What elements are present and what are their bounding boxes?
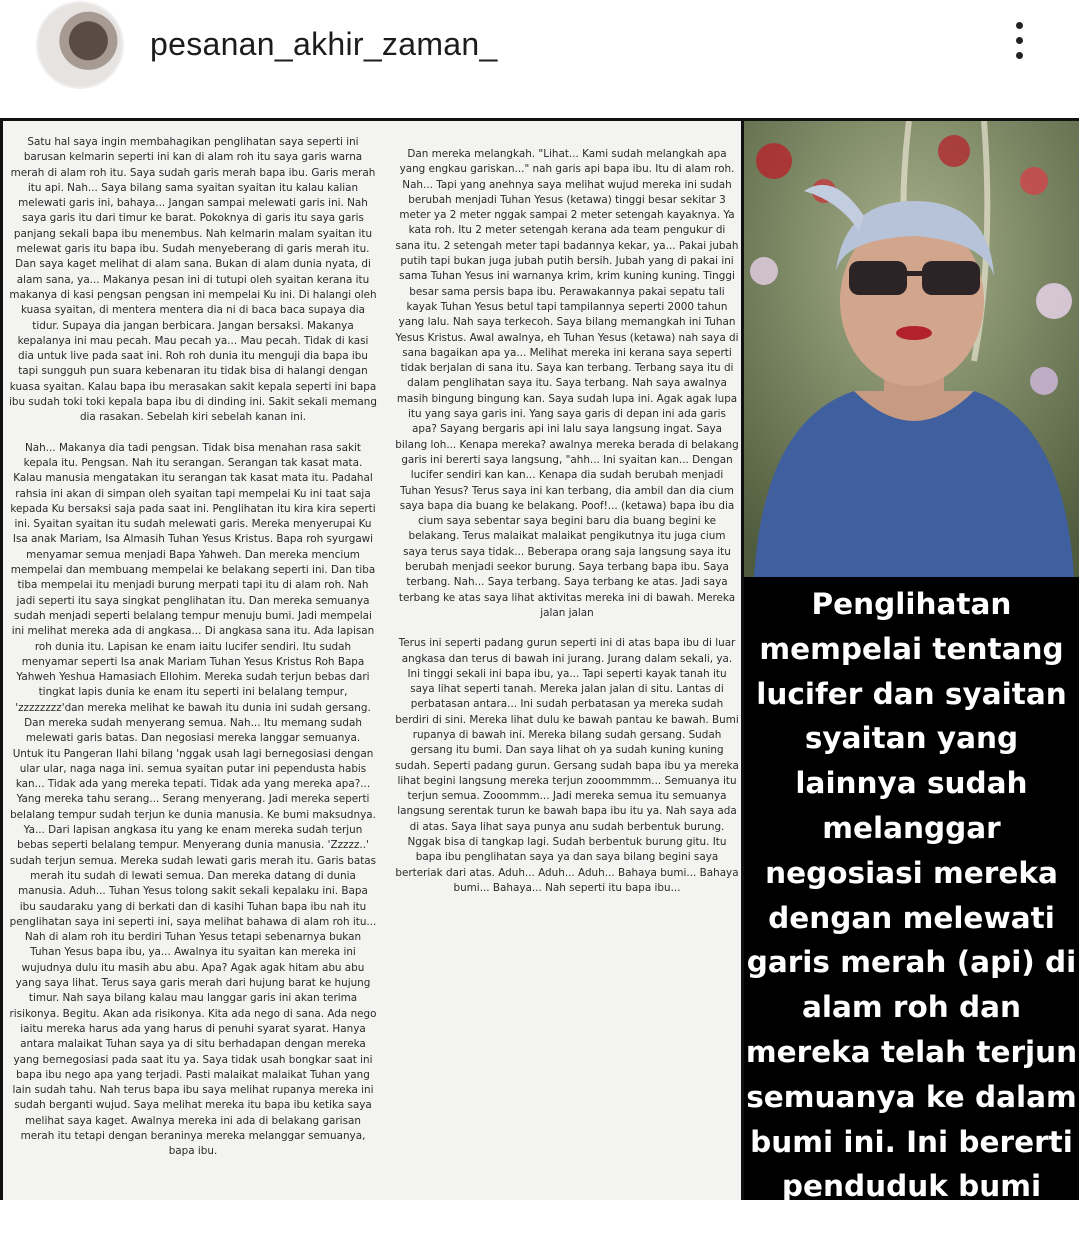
username-link[interactable]: pesanan_akhir_zaman_ (150, 26, 498, 62)
caption-text: Penglihatan mempelai tentang lucifer dan syaitan syaitan yang lainnya sudah melanggar negosiasi mereka dengan melewati garis merah (api) di alam roh dan mereka telah terjun semuanya ke dalam bumi ini. Ini bererti penduduk bumi dalam bahaya! (745, 587, 1078, 1249)
transcript-paragraph: Terus ini seperti padang gurun seperti ini di atas bapa ibu di luar angkasa dan terus di bawah ini jurang. Jurang dalam sekali, ya. Ini tinggi sekali ini bapa ibu, ya... Tapi seperti kayak tanah itu saya lihat seperti tanah. Mereka jalan jalan di situ. Lantas di perbatasan antara... Ini sudah perbatasan ya mereka sudah berdiri di sini. Mereka lihat dulu ke bawah pantau ke bawah. Bumi rupanya di bawah ini. Mereka bilang sudah gersang. Sudah gersang itu bumi. Dan saya lihat oh ya sudah kuning kuning sudah. Seperti padang gurun. Gersang sudah bapa ibu ya mereka lihat begini langsung mereka terjun zooommmm... Semuanya itu terjun semua. Zooommm... Jadi mereka semua itu semuanya langsung serentak turun ke bawah bapa ibu itu ya. Nah saya ada di atas. Saya lihat saya punya anu sudah berbentuk burung. Nggak bisa di tangkap lagi. Sudah berbentuk burung gitu. Itu bapa ibu penglihatan saya ya dan saya bilang begini saya berteriak dari atas. Aduh... Aduh... Aduh... Bahaya bumi... Bahaya bumi... Bahaya... Nah seperti itu bapa ibu... (395, 637, 739, 894)
speaker-photo (744, 121, 1079, 577)
transcript-column-right (395, 147, 739, 911)
transcript-paragraph: Nah... Makanya dia tadi pengsan. Tidak bisa menahan rasa sakit kepala itu. Pengsan. Nah itu serangan. Serangan tak kasat mata. Kalau manusia mengatakan itu serangan tak kasat mata itu. Padahal rahsia ini akan di simpan oleh syaitan tapi mempelai Ku ini taat saja kepada Ku bersaksi saja pada saat ini. Penglihatan itu kira kira seperti ini. Syaitan syaitan itu sudah melewati garis. Mereka menyerupai Ku Isa anak Mariam, Isa Almasih Tuhan Yesus Kristus. Bapa roh syurgawi menyamar semua menjadi Bapa Yahweh. Dan mereka mencium mempelai dan membuang mempelai ke belakang seperti ini. Dan tiba tiba mempelai itu menjadi burung merpati tapi itu di alam roh. Nah jadi seperti itu saya singkat penglihatan itu. Dan mereka semuanya sudah menjadi seperti belalang tempur menuju bumi. Jadi mempelai ini melihat mereka ada di angkasa... Di angkasa sana itu. Ada lapisan roh dunia itu. Lapisan ke enam iaitu lucifer sendiri. Itu sudah menyamar seperti Isa anak Mariam Tuhan Yesus Kristus Roh Bapa Yahweh Yeshua Hamasiach Ellohim. Mereka sudah terjun bebas dari tingkat lapis dunia ke enam itu seperti ini belalang tempur, 'zzzzzzzz'dan mereka melihat ke bawah itu dunia ini sudah gersang. Dan mereka sudah menyerang semua. Nah... Itu memang sudah melewati garis batas. Dan negosiasi mereka langgar semuanya. Untuk itu Pangeran Ilahi bilang 'nggak usah lagi bernegosiasi dengan ular ular, naga naga ini. semua syaitan putar ini pependusta habis kan... Tidak ada yang mereka tepati. Tidak ada yang mereka apa?... Yang mereka tahu serang... Serang menyerang. Jadi mereka seperti belalang tempur sudah terjun ke dunia manusia. Ke bumi maksudnya. Ya... Dari lapisan angkasa itu yang ke enam mereka sudah terjun bebas seperti belalang tempur. Menyerang dunia manusia. 'Zzzzz..' sudah terjun semua. Mereka sudah lewati garis merah itu. Garis batas merah itu sudah di lewati semua. Dan mereka datang di dunia manusia. Aduh... Tuhan Yesus tolong sakit sekali kepalaku ini. Bapa ibu saudaraku yang di berkati dan di kasihi Tuhan bapa ibu nah itu penglihatan saya ini seperti ini, saya melihat bahawa di alam roh itu... Nah di alam roh itu berdiri Tuhan Yesus tetapi sebenarnya bukan Tuhan Yesus bapa ibu, ya... Awalnya itu syaitan kan mereka ini wujudnya dulu itu masih abu abu. Apa? Agak agak hitam abu abu yang saya lihat. Terus saya garis merah dari hujung barat ke hujung timur. Nah saya bilang kalau mau langgar garis ini akan terima risikonya. Begitu. Akan ada risikonya. Kita ada nego di sana. Ada nego iaitu mereka harus ada yang harus di penuhi syarat syarat. Hanya antara malaikat Tuhan saya ya di situ berhadapan dengan mereka yang bernegosiasi pada saat itu ya. Saya tidak usah bongkar saat ini bapa ibu nego apa yang terjadi. Pasti malaikat malaikat Tuhan yang lain sudah tahu. Nah terus bapa ibu saya melihat rupanya mereka ini sudah berganti wujud. Saya melihat mereka itu bapa ibu ketika saya melihat saya kaget. Awalnya mereka ini ada di belakang garisan merah itu tetapi dengan beraninya mereka melanggar semuanya, bapa ibu. (9, 441, 377, 1158)
transcript-column-left (9, 135, 377, 1175)
transcript-document (3, 121, 741, 1200)
transcript-paragraph: Dan mereka melangkah. "Lihat... Kami sudah melangkah apa yang engkau gariskan..." nah garis api bapa ibu. Itu di alam roh. Nah... Tapi yang anehnya saya melihat wujud mereka ini sudah berubah menjadi Tuhan Yesus (ketawa) tinggi besar sekitar 3 meter ya 2 meter nggak sampai 2 meter setengah kayaknya. Ya kata roh. Itu 2 meter setengah kerana ada team pengukur di sana itu. 2 setengah meter tapi badannya kekar, ya... Pakai jubah putih tapi bukan juga jubah putih bersih. Jubah yang di pakai ini sama Tuhan Yesus ini warnanya krim, krim kuning kuning. Tinggi besar sama persis bapa ibu. Perawakannya pakai sepatu tali kayak Tuhan Yesus betul tapi tampilannya seperti 2000 tahun yang lalu. Nah saya terkecoh. Saya bilang memangkah ini Tuhan Yesus Kristus. Awal awalnya, eh Tuhan Yesus (ketawa) nah saya di sana bagaikan apa ya... Melihat mereka ini kerana saya seperti tidak berjalan di sana itu. Saya kan terbang. Terbang saya itu di dalam penglihatan saya itu. Saya terbang. Nah saya awalnya masih bingung bingung kan. Saya sudah lupa ini. Agak agak lupa itu yang saya garis ini. Yang saya garis di depan ini ada garis apa? Sayang bergaris api ini lalu saya langsung ingat. Saya bilang loh... Kenapa mereka? awalnya mereka berada di belakang garis ini bererti saya langsung, "ahh... Ini syaitan kan... Dengan lucifer sendiri kan kan... Kenapa dia sudah berubah menjadi Tuhan Yesus? Terus saya ini kan terbang, dia ambil dan dia cium saya bapa dia buang ke belakang. Poof!... (ketawa) bapa ibu dia cium saya sebentar saya begini baru dia buang begini ke belakang. Terus malaikat malaikat pengikutnya itu juga cium saya terus saya tidak... Beberapa orang saja langsung saya itu berubah menjadi seekor burung. Saya terbang bapa ibu. Saya terbang. Nah... Saya terbang. Saya terbang ke atas. Jadi saya terbang ke atas saya lihat aktivitas mereka ini di bawah. Mereka jalan jalan (395, 148, 739, 619)
caption-panel (744, 577, 1079, 1249)
more-vertical-icon[interactable] (1005, 22, 1033, 72)
profile-avatar[interactable] (38, 3, 122, 87)
transcript-paragraph: Satu hal saya ingin membahagikan penglihatan saya seperti ini barusan kelmarin seperti ini kan di alam roh itu saya garis warna merah di alam roh itu. Saya sudah garis merah bapa ibu. Garis merah itu api. Nah... Saya bilang sama syaitan syaitan itu kalau kalian melewati garis ini, bahaya... Jangan sampai melewati garis ini. Nah saya garis itu dari timur ke barat. Pokoknya di garis itu saya garis panjang sekali bapa ibu menembus. Nah kelmarin malam syaitan itu melewat garis itu bapa ibu. Sudah menyeberang di garis merah itu. Dan saya kaget melihat di alam sana. Bukan di alam dunia nyata, di alam sana, ya... Makanya pesan ini di tutupi oleh syaitan kerana itu makanya di kasi pengsan pengsan ini mempelai Ku ini. Di halangi oleh kuasa syaitan, di mentera mentera dia ni di baca baca supaya dia tidur. Supaya dia jangan berbicara. Jangan bersaksi. Makanya kepalanya ini mau pecah. Mau pecah ya... Mau pecah. Tidak di kasi dia untuk live pada saat ini. Roh roh dunia itu menguji dia bapa ibu tapi sungguh pun suara kebenaran itu tidak bisa di halangi dengan kuasa syaitan. Kalau bapa ibu merasakan sakit kepala seperti ini bapa ibu sudah toki toki kepala bapa ibu di dinding ini. Sakit sekali memang dia rasakan. Sebelah kiri sebelah kanan ini. (9, 136, 377, 424)
speaker-photo-illustration (744, 121, 1079, 577)
post-header (0, 0, 1079, 118)
